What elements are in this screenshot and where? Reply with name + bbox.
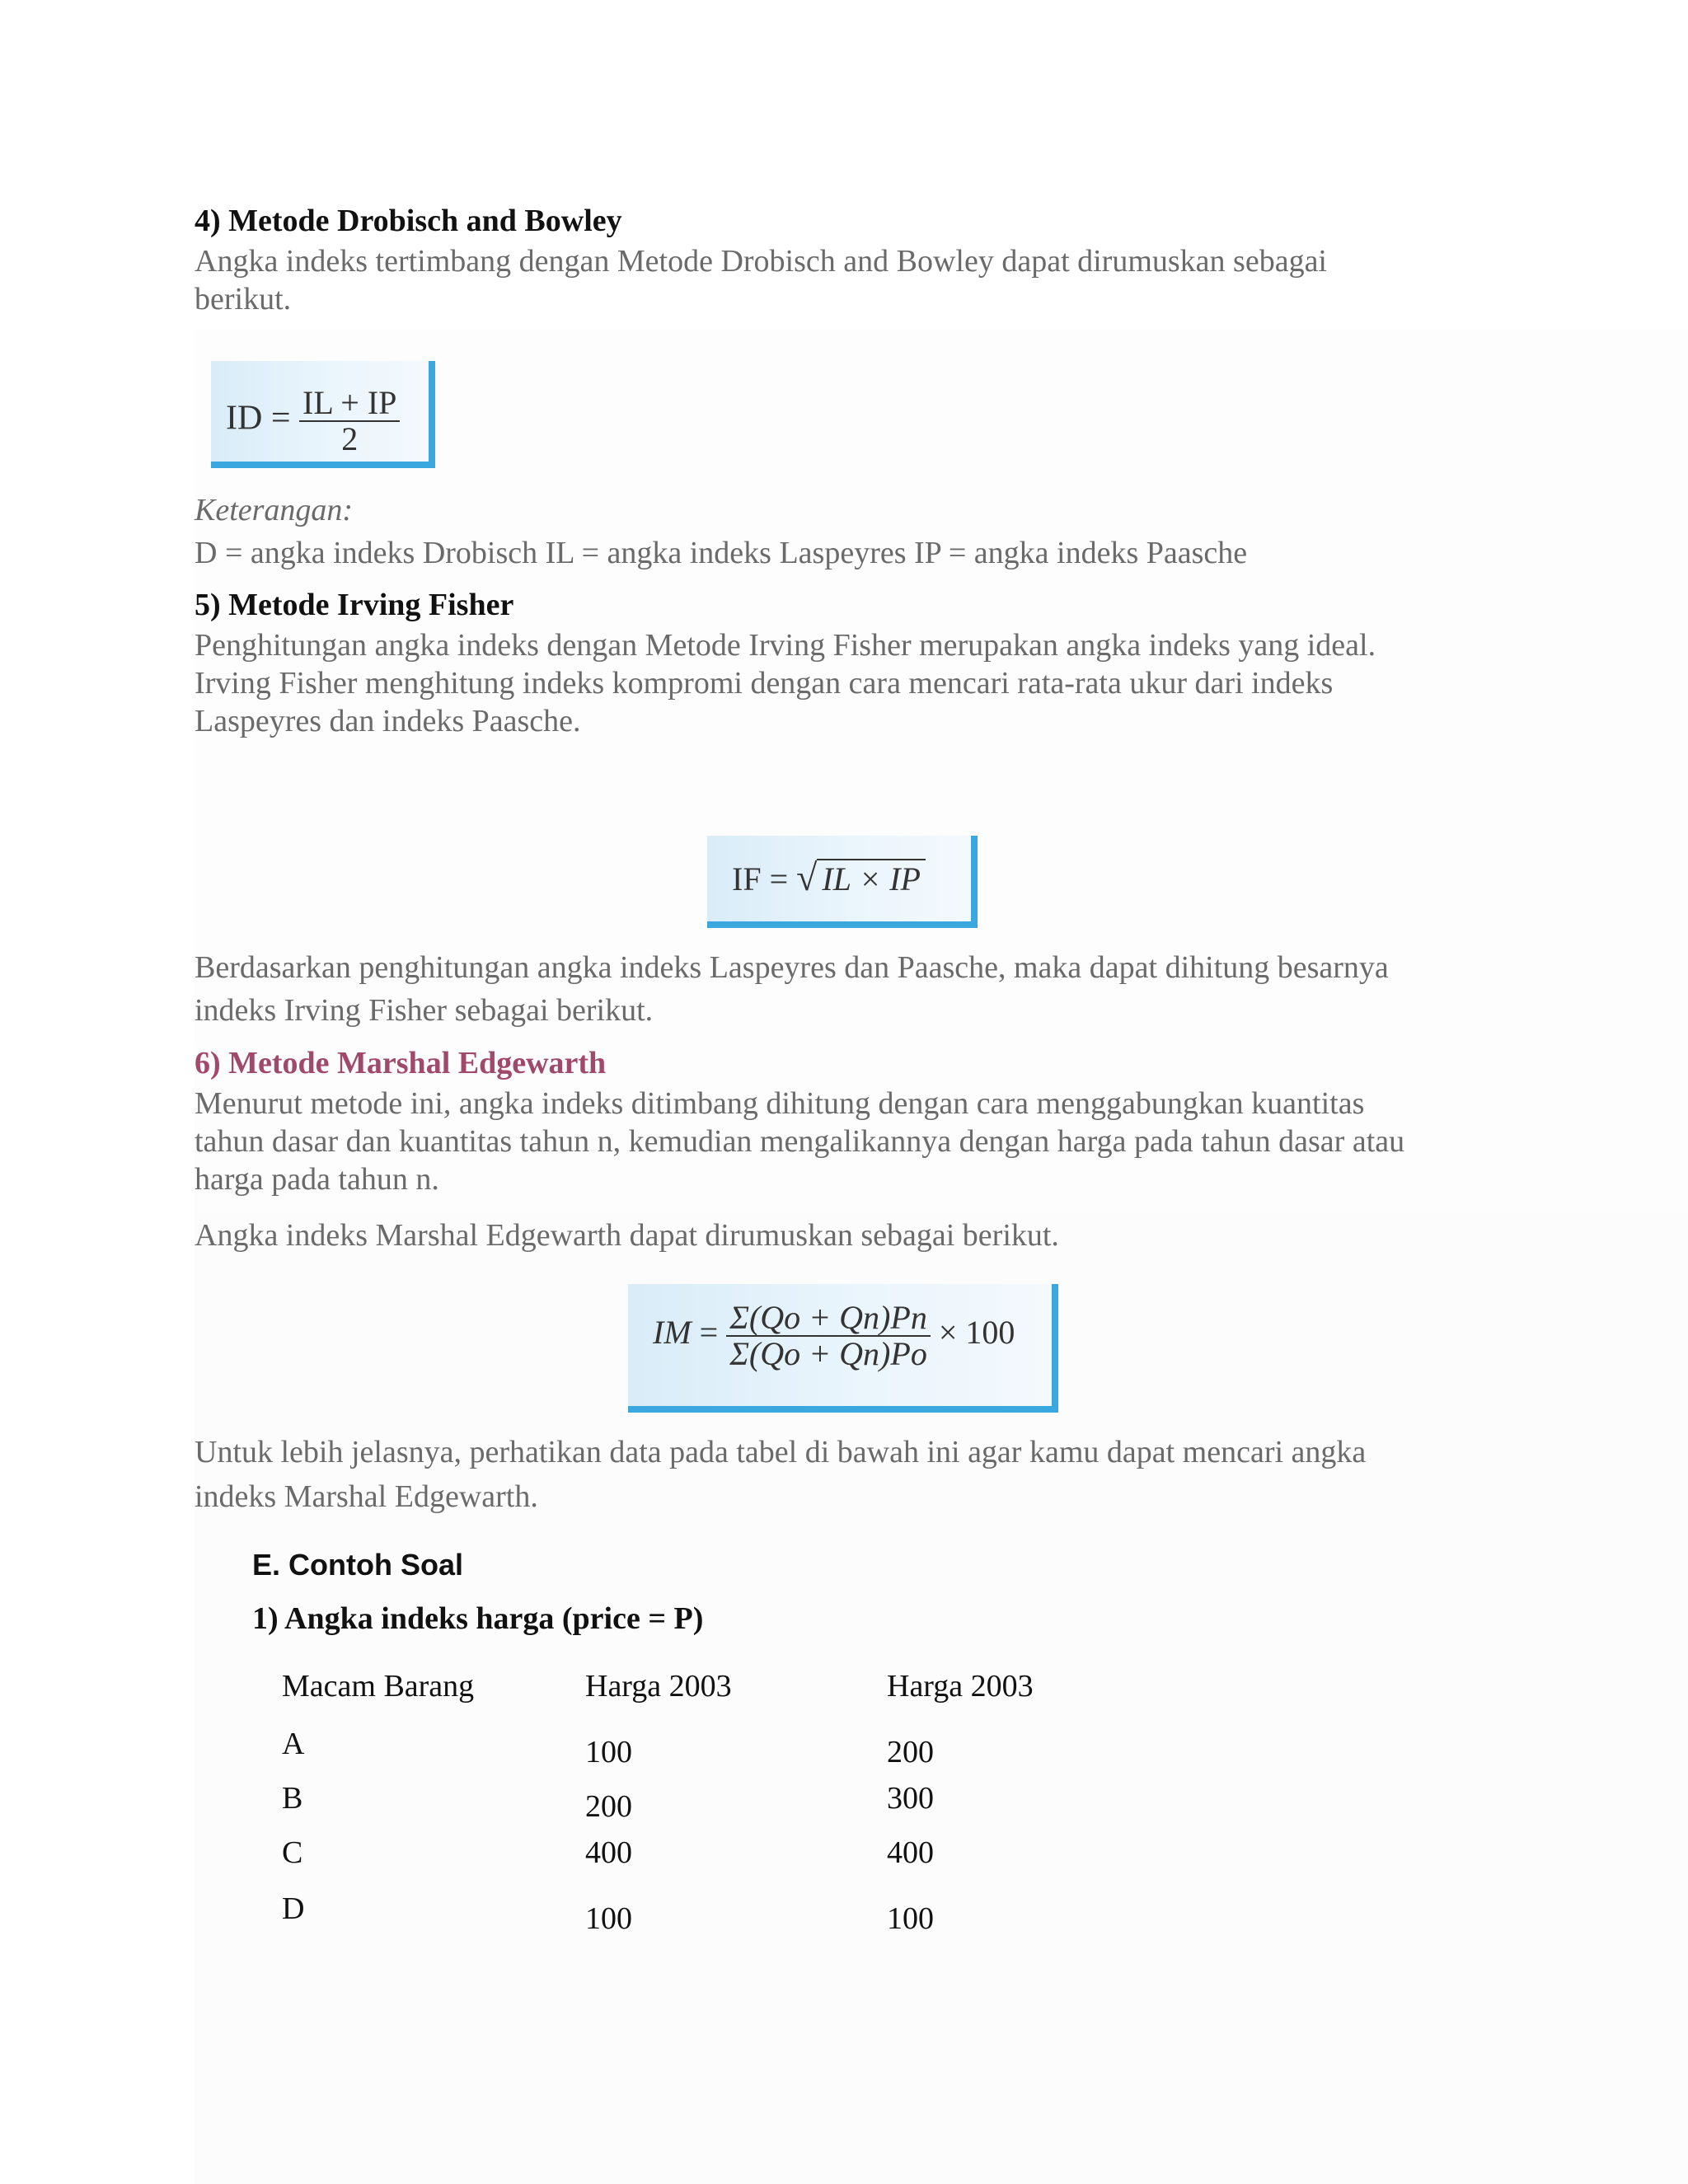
table-cell-price-a: 400	[585, 1835, 632, 1870]
paragraph-fisher-line1: Penghitungan angka indeks dengan Metode Irving Fisher merupakan angka indeks yang ideal.	[195, 628, 1376, 663]
paragraph-drobisch-line2: berikut.	[195, 282, 292, 316]
paragraph-marshal-after-line1: Untuk lebih jelasnya, perhatikan data pada tabel di bawah ini agar kamu dapat mencari angka	[195, 1435, 1367, 1469]
formula-eq: =	[769, 860, 789, 898]
paragraph-marshal-line1: Menurut metode ini, angka indeks ditimbang dihitung dengan cara menggabungkan kuantitas	[195, 1086, 1365, 1121]
formula-radicand: IL × IP	[817, 859, 926, 898]
table-cell-item: D	[282, 1891, 305, 1926]
keterangan-label: Keterangan:	[195, 493, 354, 527]
table-cell-price-b: 300	[887, 1781, 934, 1816]
section-heading-marshal: 6) Metode Marshal Edgewarth	[195, 1046, 607, 1080]
formula-multiplier: × 100	[938, 1314, 1015, 1352]
table-header-harga-1: Harga 2003	[585, 1669, 732, 1704]
formula-lhs: IF	[732, 860, 762, 898]
section-heading-fisher: 5) Metode Irving Fisher	[195, 588, 514, 622]
paragraph-fisher-line2: Irving Fisher menghitung indeks kompromi dengan cara mencari rata-rata ukur dari indeks	[195, 666, 1334, 701]
table-cell-price-a: 100	[585, 1735, 632, 1769]
table-cell-item: C	[282, 1835, 303, 1870]
paragraph-marshal-line3: harga pada tahun n.	[195, 1162, 439, 1197]
sqrt-icon: √	[796, 856, 818, 898]
paragraph-fisher-line3: Laspeyres dan indeks Paasche.	[195, 704, 581, 738]
section-heading-drobisch: 4) Metode Drobisch and Bowley	[195, 204, 622, 238]
table-cell-item: B	[282, 1781, 303, 1816]
keterangan-text: D = angka indeks Drobisch IL = angka indeks Laspeyres IP = angka indeks Paasche	[195, 536, 1248, 570]
table-cell-price-a: 100	[585, 1901, 632, 1936]
formula-marshal	[628, 1284, 1058, 1413]
section-heading-contoh-soal: E. Contoh Soal	[252, 1548, 463, 1582]
paragraph-fisher-after-line1: Berdasarkan penghitungan angka indeks Laspeyres dan Paasche, maka dapat dihitung besarnya	[195, 950, 1389, 985]
paragraph-marshal-intro: Angka indeks Marshal Edgewarth dapat dirumuskan sebagai berikut.	[195, 1218, 1059, 1253]
table-cell-price-a: 200	[585, 1789, 632, 1824]
formula-numerator: Σ(Qo + Qn)Pn	[726, 1301, 931, 1337]
paragraph-marshal-line2: tahun dasar dan kuantitas tahun n, kemudian mengalikannya dengan harga pada tahun dasar atau	[195, 1124, 1405, 1159]
paragraph-fisher-after-line2: indeks Irving Fisher sebagai berikut.	[195, 993, 654, 1028]
formula-lhs: ID	[226, 399, 263, 438]
formula-denominator: Σ(Qo + Qn)Po	[729, 1335, 927, 1372]
formula-denominator: 2	[341, 420, 359, 457]
table-cell-item: A	[282, 1727, 305, 1761]
paragraph-marshal-after-line2: indeks Marshal Edgewarth.	[195, 1479, 538, 1514]
formula-eq: =	[270, 399, 291, 438]
table-cell-price-b: 100	[887, 1901, 934, 1936]
formula-eq: =	[699, 1314, 719, 1352]
subheading-angka-indeks-harga: 1) Angka indeks harga (price = P)	[252, 1601, 704, 1636]
formula-fisher	[707, 836, 978, 928]
table-cell-price-b: 400	[887, 1835, 934, 1870]
table-cell-price-b: 200	[887, 1735, 934, 1769]
formula-numerator: IL + IP	[299, 386, 400, 422]
table-header-harga-2: Harga 2003	[887, 1669, 1034, 1704]
formula-lhs: IM	[653, 1314, 692, 1352]
table-header-macam-barang: Macam Barang	[282, 1669, 475, 1704]
formula-drobisch	[211, 361, 435, 468]
paragraph-drobisch-line1: Angka indeks tertimbang dengan Metode Drobisch and Bowley dapat dirumuskan sebagai	[195, 244, 1327, 279]
